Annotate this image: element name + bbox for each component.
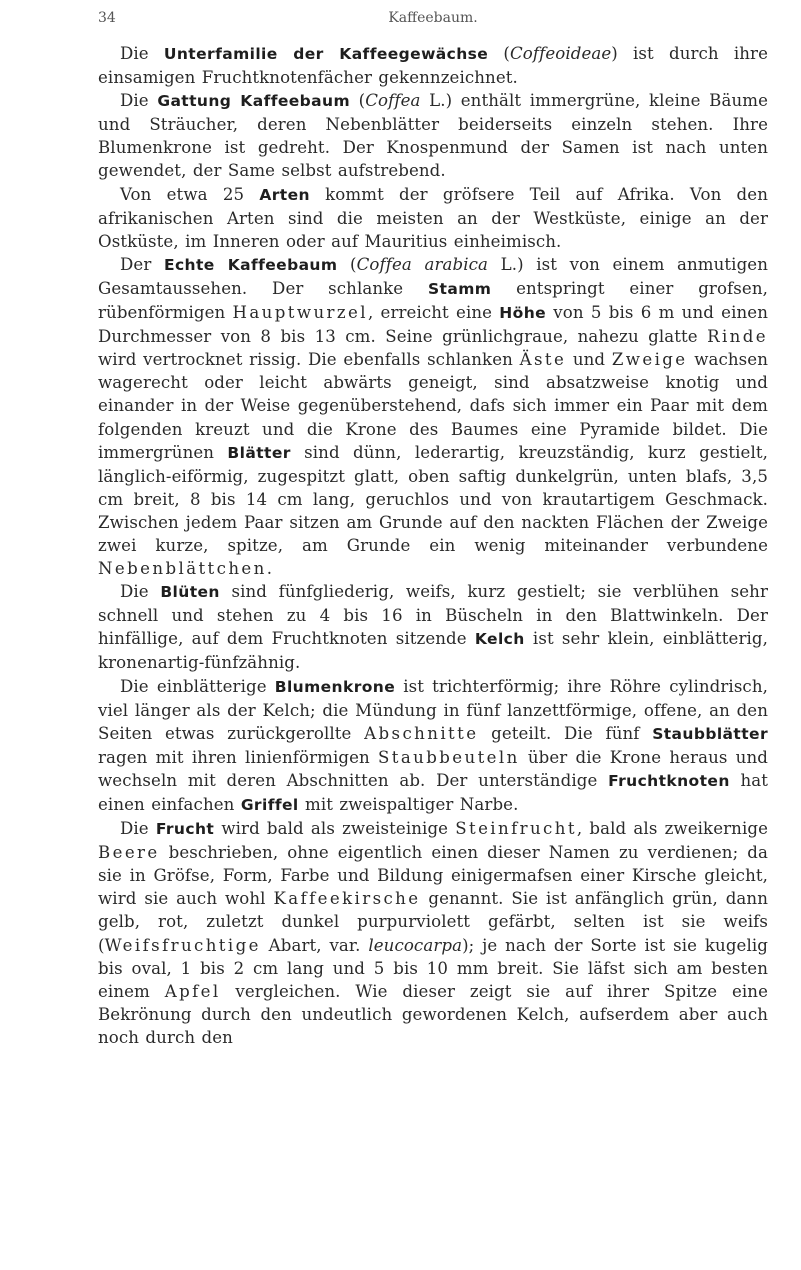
bold-term: Griffel <box>240 796 299 814</box>
page-number: 34 <box>98 10 116 26</box>
text-run: Die <box>120 819 156 839</box>
paragraph <box>98 42 768 89</box>
spaced-term: Rinde <box>707 327 768 347</box>
spaced-term: Zweige <box>611 350 688 370</box>
book-page <box>98 10 768 1049</box>
bold-term: Echte Kaffeebaum <box>163 255 338 274</box>
text-run: ); je nach der Sorte ist sie kugelig bis oval, 1 bis 2 cm lang und 5 bis 10 mm breit. Sie läfst sich am besten einem <box>98 935 769 1001</box>
text-run: wird vertrocknet rissig. Die ebenfalls schlanken <box>98 350 520 370</box>
text-run: über die Krone heraus und wechseln mit deren Abschnitten ab. Der unterständige <box>98 747 768 790</box>
bold-term: Frucht <box>155 820 215 839</box>
spaced-term: Beere <box>98 843 160 863</box>
text-run: mit zweispaltiger Narbe. <box>298 795 519 814</box>
text-run: und <box>566 350 612 370</box>
text-run: ist sehr klein, einblätterig, kronenartig-fünfzähnig. <box>98 629 768 673</box>
italic-term: leucocarpa <box>368 935 463 955</box>
text-run: wachsen wagerecht oder leicht abwärts geneigt, sind absatzweise knotig und einander in der Weise gegenüberstehend, dafs sich immer ein Paar mit dem folgenden kreuzt und die Krone des Baumes eine Pyramide bildet. Die immergrünen <box>98 350 768 462</box>
paragraph <box>98 183 768 253</box>
spaced-term: Apfel <box>164 981 221 1001</box>
text-run: beschrieben, ohne eigentlich einen dieser Namen zu verdienen; da sie in Gröfse, Form, Farbe und Bildung einigermafsen einer Kirsche gleicht, wird sie auch wohl <box>98 843 768 909</box>
paragraph <box>98 253 768 580</box>
text-run: sind dünn, lederartig, kreuzständig, kurz gestielt, länglich-eiförmig, zugespitzt glatt, oben saftig dunkelgrün, unten blafs, 3,5 cm breit, 8 bis 14 cm lang, geruchlos und von krautartigem Geschmack. Zwischen jedem Paar sitzen am Grunde auf den nackten Flächen der Zweige zwei kurze, spitze, am Grunde ein wenig miteinander verbundene <box>98 442 768 555</box>
text-run: Die <box>120 582 161 602</box>
text-run: ( <box>350 91 366 111</box>
bold-term: Stamm <box>427 279 492 298</box>
text-run: ( <box>337 254 357 274</box>
text-run: entspringt einer grofsen, rübenförmigen <box>98 278 768 323</box>
text-run: geteilt. Die fünf <box>478 723 653 743</box>
paragraph <box>98 89 768 182</box>
text-run: Der <box>120 254 164 274</box>
text-run: L.) enthält immergrüne, kleine Bäume und Sträucher, deren Nebenblätter beiderseits einzeln stehen. Ihre Blumenkrone ist gedreht. Der Knospenmund der Samen ist nach unten gewendet, der Same selbst aufstrebend. <box>98 91 769 181</box>
text-run: kommt der gröfsere Teil auf Afrika. Von den afrikanischen Arten sind die meisten an der Westküste, einige an der Ostküste, im Inneren oder auf Mauritius einheimisch. <box>98 184 768 251</box>
bold-term: Höhe <box>499 304 547 323</box>
running-head <box>98 10 768 34</box>
text-run: von 5 bis 6 m und einen Durchmesser von 8 bis 13 cm. Seine grünlichgraue, nahezu glatte <box>98 303 768 347</box>
text-run: ( <box>488 44 510 63</box>
text-run: Von etwa 25 <box>120 184 260 204</box>
text-run: , bald als zweikernige <box>576 819 768 839</box>
italic-term: Coffeoideae <box>509 44 612 63</box>
bold-term: Blätter <box>227 443 291 462</box>
text-run: Abart, var. <box>260 935 369 955</box>
spaced-term: Staubbeuteln <box>378 747 520 767</box>
spaced-term: Steinfrucht <box>455 819 577 839</box>
text-run: L.) ist von einem anmutigen Gesamtaussehen. Der schlanke <box>98 254 769 298</box>
spaced-term: Hauptwurzel <box>232 303 368 323</box>
paragraph <box>98 675 768 818</box>
bold-term: Arten <box>259 185 310 204</box>
running-title: Kaffeebaum. <box>388 10 478 26</box>
italic-term: Coffea <box>365 91 421 111</box>
spaced-term: Abschnitte <box>364 723 479 743</box>
text-run: ist trichterförmig; ihre Röhre cylindrisch, viel länger als der Kelch; die Mündung in fünf lanzettförmige, offene, an den Seiten etwas zurückgerollte <box>98 676 768 743</box>
text-run: hat einen einfachen <box>98 770 768 814</box>
body-text <box>98 42 768 1049</box>
text-run: Die einblätterige <box>120 676 275 696</box>
text-run: . <box>266 559 273 579</box>
spaced-term: Äste <box>519 350 567 370</box>
bold-term: Unterfamilie der Kaffeegewächse <box>163 45 489 63</box>
text-run: , erreicht eine <box>367 303 500 323</box>
bold-term: Staubblätter <box>652 724 768 743</box>
text-run: vergleichen. Wie dieser zeigt sie auf ihrer Spitze eine Bekrönung durch den undeutlich gewordenen Kelch, aufserdem aber auch noch durch den <box>98 981 768 1047</box>
paragraph <box>98 580 768 674</box>
text-run: Die <box>120 44 164 63</box>
bold-term: Kelch <box>474 630 525 649</box>
paragraph <box>98 817 768 1049</box>
bold-term: Gattung Kaffeebaum <box>157 92 351 111</box>
text-run: wird bald als zweisteinige <box>214 819 456 839</box>
bold-term: Blumenkrone <box>274 677 396 696</box>
bold-term: Fruchtknoten <box>608 771 730 790</box>
spaced-term: Weifsfruchtige <box>104 935 261 955</box>
spaced-term: Kaffeekirsche <box>273 889 421 909</box>
text-run: Die <box>120 91 158 111</box>
italic-term: Coffea arabica <box>356 254 488 274</box>
text-run: sind fünfgliederig, weifs, kurz gestielt; sie verblühen sehr schnell und stehen zu 4 bis 16 in Büscheln in den Blattwinkeln. Der hinfällige, auf dem Fruchtknoten sitzende <box>98 582 768 649</box>
spaced-term: Nebenblättchen <box>98 559 267 579</box>
bold-term: Blüten <box>160 583 220 602</box>
text-run: ragen mit ihren linienförmigen <box>98 747 378 767</box>
text-run: ) ist durch ihre einsamigen Fruchtknotenfächer gekennzeichnet. <box>98 44 768 88</box>
text-run: genannt. Sie ist anfänglich grün, dann gelb, rot, zuletzt dunkel purpurviolett gefärbt, selten ist sie weifs ( <box>98 889 768 955</box>
